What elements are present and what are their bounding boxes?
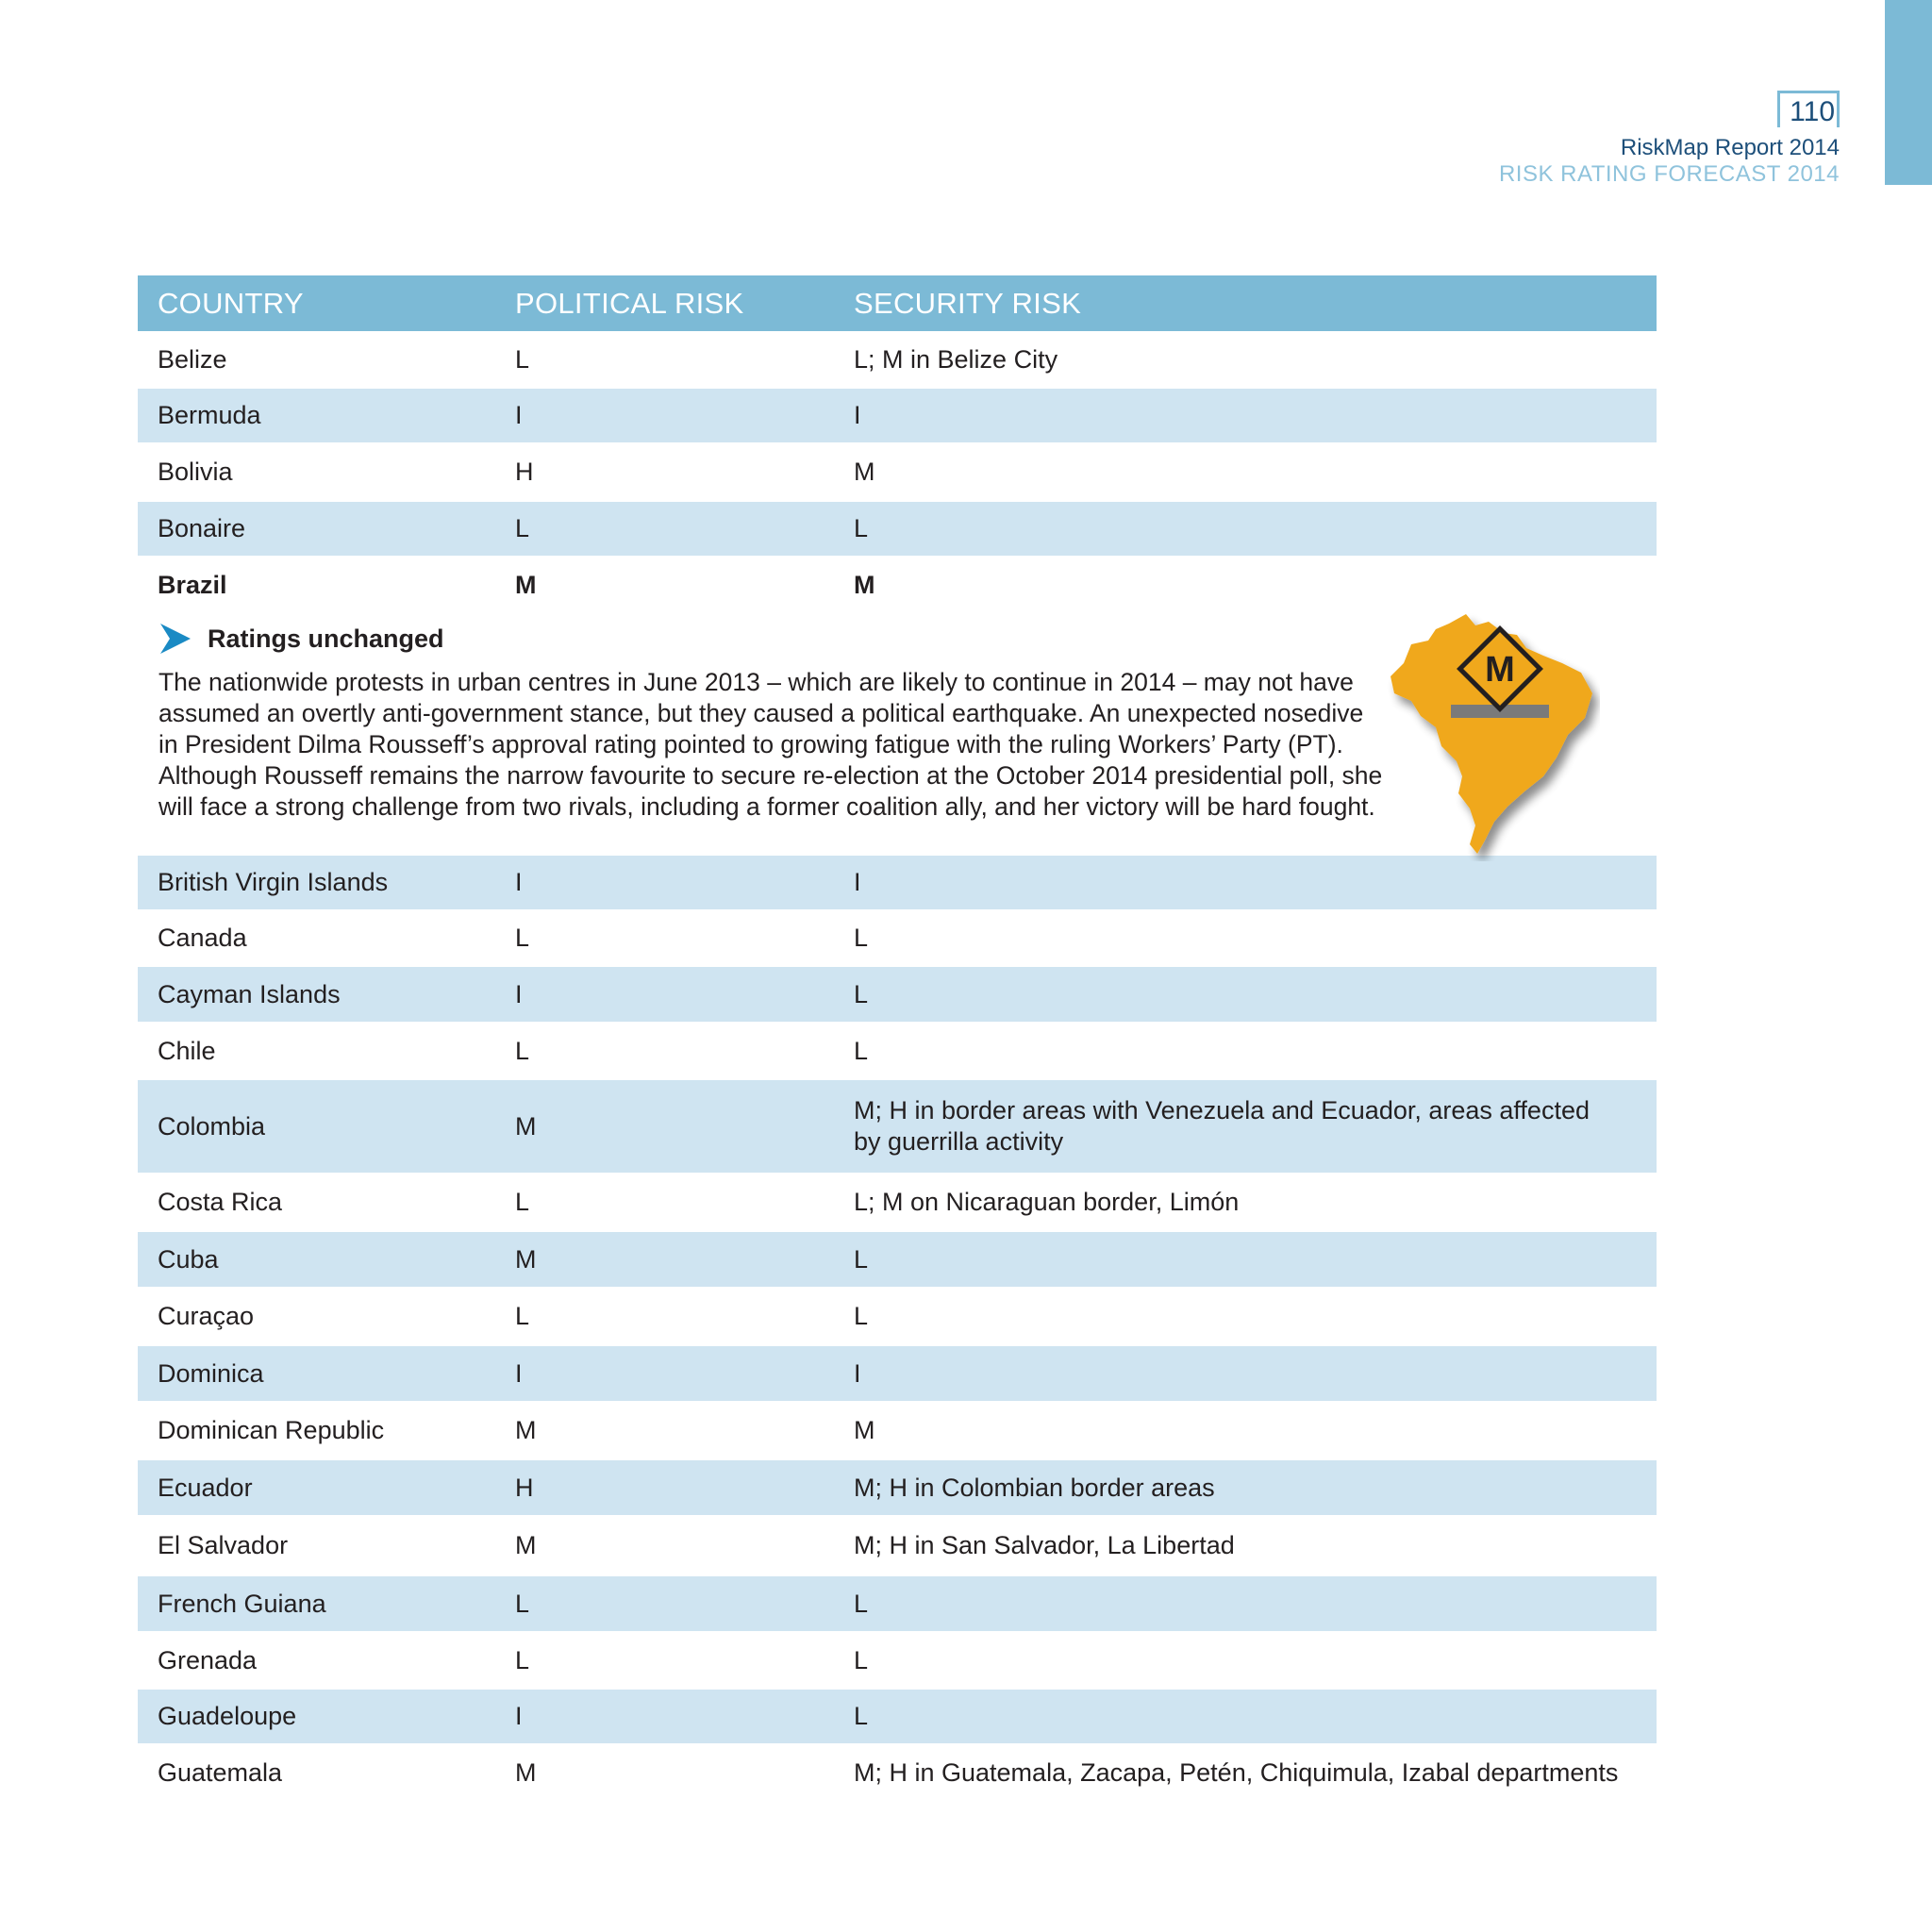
table-row bbox=[138, 1173, 1657, 1230]
table-row bbox=[138, 1401, 1657, 1458]
political-risk-cell: I bbox=[515, 1702, 523, 1730]
security-risk-cell: I bbox=[854, 868, 861, 896]
security-risk-cell: M; H in Colombian border areas bbox=[854, 1473, 1215, 1502]
political-risk-cell: L bbox=[515, 514, 530, 542]
country-cell: Guatemala bbox=[158, 1757, 283, 1787]
country-cell: Dominican Republic bbox=[158, 1416, 385, 1444]
security-risk-cell: L; M in Belize City bbox=[854, 345, 1058, 374]
page-header bbox=[1499, 91, 1840, 188]
security-risk-cell: L bbox=[854, 1702, 869, 1730]
table-row bbox=[138, 909, 1657, 965]
political-risk-cell: L bbox=[515, 1036, 530, 1065]
country-cell: Ecuador bbox=[158, 1473, 253, 1502]
table-row bbox=[138, 1022, 1657, 1078]
country-cell: Curaçao bbox=[158, 1302, 255, 1330]
country-cell: French Guiana bbox=[158, 1589, 326, 1618]
security-risk-cell: L bbox=[854, 1589, 869, 1618]
country-cell: Canada bbox=[158, 924, 247, 952]
table-row bbox=[138, 854, 1657, 909]
security-risk-cell: L bbox=[854, 1244, 869, 1274]
table-header bbox=[138, 275, 1657, 331]
political-risk-cell: M bbox=[515, 1111, 537, 1141]
column-header-country: COUNTRY bbox=[158, 286, 304, 320]
country-cell: Bonaire bbox=[158, 514, 246, 542]
political-risk-cell: M bbox=[515, 1244, 537, 1274]
political-risk-cell: I bbox=[515, 401, 523, 429]
country-cell: Grenada bbox=[158, 1645, 258, 1674]
table-row bbox=[138, 1515, 1657, 1574]
table-row bbox=[138, 1743, 1657, 1800]
country-cell: Cayman Islands bbox=[158, 979, 341, 1008]
political-risk-cell: M bbox=[515, 1531, 537, 1559]
brazil-note-text: The nationwide protests in urban centres in June 2013 – which are likely to continue in 2014 – may not have assumed an overtly anti-government stance, but they caused a political earthquake. An unexpected nosedive in President Dilma Rousseff’s approval rating pointed to growing fatigue with the ruling Workers’ Party (PT). Although Rousseff remains the narrow favourite to secure re-election at the October 2014 presidential poll, she will face a strong challenge from two rivals, including a former coalition ally, and her victory will be hard fought. bbox=[158, 668, 1383, 821]
report-title: RiskMap Report 2014 bbox=[1620, 135, 1840, 160]
country-cell: British Virgin Islands bbox=[158, 868, 389, 896]
brazil-note bbox=[138, 612, 1657, 854]
country-cell: El Salvador bbox=[158, 1531, 289, 1559]
security-risk-cell: L bbox=[854, 514, 869, 542]
political-risk-cell: L bbox=[515, 1589, 530, 1618]
political-risk-cell: M bbox=[515, 1416, 537, 1444]
table-row bbox=[138, 965, 1657, 1022]
political-risk-cell: H bbox=[515, 458, 534, 486]
country-cell: Belize bbox=[158, 345, 227, 374]
security-risk-cell: L bbox=[854, 1302, 869, 1330]
table-row bbox=[138, 331, 1657, 387]
country-cell: Colombia bbox=[158, 1111, 266, 1141]
risk-table bbox=[138, 275, 1657, 1800]
political-risk-cell: L bbox=[515, 1188, 530, 1216]
country-cell: Brazil bbox=[158, 570, 227, 599]
table-row bbox=[138, 1078, 1657, 1173]
political-risk-cell: M bbox=[515, 570, 537, 599]
security-risk-cell: M bbox=[854, 1416, 875, 1444]
country-cell: Bolivia bbox=[158, 458, 233, 486]
country-cell: Chile bbox=[158, 1036, 216, 1065]
column-header-political-risk: POLITICAL RISK bbox=[515, 286, 744, 320]
country-cell: Costa Rica bbox=[158, 1188, 283, 1216]
table-row bbox=[138, 1344, 1657, 1401]
political-risk-cell: M bbox=[515, 1757, 537, 1787]
risk-badge-label: M bbox=[1485, 650, 1515, 690]
political-risk-cell: I bbox=[515, 1358, 523, 1388]
table-row bbox=[138, 387, 1657, 442]
column-header-security-risk: SECURITY RISK bbox=[854, 287, 1082, 320]
security-risk-cell: M; H in San Salvador, La Libertad bbox=[854, 1531, 1235, 1559]
country-cell: Dominica bbox=[158, 1358, 264, 1388]
ratings-heading-text: Ratings unchanged bbox=[208, 624, 444, 653]
page-number: 110 bbox=[1777, 91, 1840, 127]
arrow-icon bbox=[158, 622, 192, 656]
table-row bbox=[138, 1574, 1657, 1631]
security-risk-cell: M bbox=[854, 458, 875, 486]
table-row bbox=[138, 1458, 1657, 1515]
security-risk-cell: I bbox=[854, 401, 861, 429]
table-row-brazil bbox=[138, 556, 1657, 612]
security-risk-cell: L bbox=[854, 979, 869, 1008]
political-risk-cell: L bbox=[515, 1302, 530, 1330]
political-risk-cell: L bbox=[515, 345, 530, 374]
brazil-map-icon bbox=[1383, 607, 1600, 861]
table-row bbox=[138, 1230, 1657, 1287]
country-cell: Cuba bbox=[158, 1244, 219, 1274]
security-risk-cell: M bbox=[854, 570, 875, 599]
table-row bbox=[138, 1631, 1657, 1688]
table-row bbox=[138, 1688, 1657, 1743]
security-risk-cell: M; H in border areas with Venezuela and Ecuador, areas affected by guerrilla activity bbox=[854, 1096, 1590, 1156]
security-risk-cell: L; M on Nicaraguan border, Limón bbox=[854, 1188, 1240, 1216]
country-cell: Bermuda bbox=[158, 401, 261, 429]
security-risk-cell: L bbox=[854, 1645, 869, 1674]
security-risk-cell: L bbox=[854, 924, 869, 952]
corner-tab bbox=[1885, 0, 1932, 185]
political-risk-cell: L bbox=[515, 924, 530, 952]
political-risk-cell: L bbox=[515, 1645, 530, 1674]
table-row bbox=[138, 500, 1657, 556]
section-title: RISK RATING FORECAST 2014 bbox=[1498, 161, 1840, 187]
political-risk-cell: H bbox=[515, 1473, 534, 1502]
political-risk-cell: I bbox=[515, 868, 523, 896]
security-risk-cell: I bbox=[854, 1358, 861, 1388]
security-risk-cell: L bbox=[854, 1036, 869, 1065]
table-row bbox=[138, 442, 1657, 500]
country-cell: Guadeloupe bbox=[158, 1702, 297, 1730]
political-risk-cell: I bbox=[515, 979, 523, 1008]
security-risk-cell: M; H in Guatemala, Zacapa, Petén, Chiquimula, Izabal departments bbox=[854, 1757, 1619, 1787]
table-row bbox=[138, 1287, 1657, 1344]
